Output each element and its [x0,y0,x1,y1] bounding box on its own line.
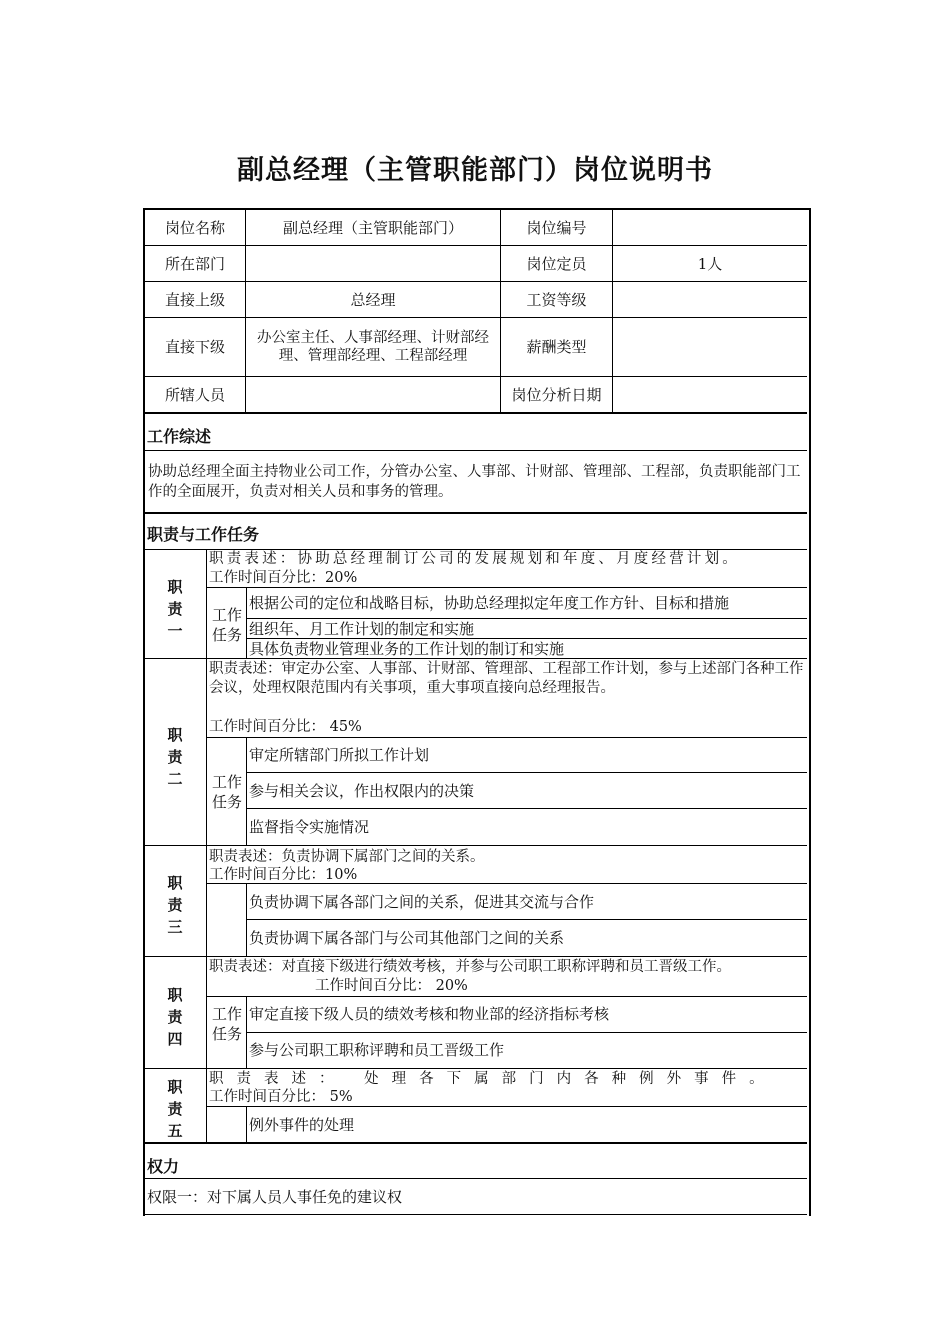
duties-heading: 职责与工作任务 [147,525,260,544]
duty-1-task-1: 根据公司的定位和战略目标，协助总经理拟定年度工作方针、目标和措施 [249,594,730,612]
analysis-date-value [613,377,807,413]
duty-2-task-1: 审定所辖部门所拟工作计划 [249,746,430,764]
analysis-date-label: 岗位分析日期 [511,386,602,404]
duty-1-label: 职 责 一 [167,578,183,640]
page-title: 副总经理（主管职能部门）岗位说明书 [237,155,713,186]
staff-quota-label: 岗位定员 [526,255,587,273]
duty-5-statement: 职责表述： 处理各下属部门内各种例外事件。 [209,1071,777,1087]
duty-3-label: 职 责 三 [167,874,183,936]
superior-label: 直接上级 [164,291,225,309]
job-description-table [143,208,811,1216]
duty-2-task-3: 监督指令实施情况 [249,818,370,836]
post-name-value: 副总经理（主管职能部门） [282,219,463,237]
duty-2-task-label: 工作 任务 [211,773,242,811]
authority-item-1: 权限一：对下属人员人事任免的建议权 [147,1188,403,1206]
salary-type-label: 薪酬类型 [526,338,587,356]
duty-3-task-1: 负责协调下属各部门之间的关系，促进其交流与合作 [249,893,595,911]
duty-2-label: 职 责 二 [167,726,183,788]
wage-grade-value [613,282,807,318]
duty-5-task-1: 例外事件的处理 [249,1116,355,1134]
staff-value [246,377,500,413]
duty-4-task-2: 参与公司职工职称评聘和员工晋级工作 [249,1041,505,1059]
duty-3-statement: 职责表述：负责协调下属部门之间的关系。 [209,849,485,865]
duty-4-task-label: 工作 任务 [211,1005,242,1043]
duty-1-task-label: 工作 任务 [211,606,242,644]
duty-1-task-2: 组织年、月工作计划的制定和实施 [249,620,475,638]
duty-5-percent: 工作时间百分比： 5% [209,1089,353,1105]
duty-3-percent: 工作时间百分比：10% [209,867,358,883]
post-name-label: 岗位名称 [164,219,225,237]
post-no-label: 岗位编号 [526,219,587,237]
duty-1-percent: 工作时间百分比：20% [209,570,358,586]
post-no-value [613,210,807,246]
duty-1-statement: 职责表述：协助总经理制订公司的发展规划和年度、月度经营计划。 [209,551,740,567]
dept-value [246,246,500,282]
duty-3-task-2: 负责协调下属各部门与公司其他部门之间的关系 [249,929,565,947]
subordinate-label: 直接下级 [164,338,225,356]
duty-4-task-1: 审定直接下级人员的绩效考核和物业部的经济指标考核 [249,1005,610,1023]
staff-quota-value: 1人 [697,255,723,273]
subordinate-value: 办公室主任、人事部经理、计财部经理、管理部经理、工程部经理 [257,330,489,364]
duty-2-percent: 工作时间百分比： 45% [209,719,362,735]
salary-type-value [613,318,807,376]
dept-label: 所在部门 [164,255,225,273]
duty-1-task-3: 具体负责物业管理业务的工作计划的制订和实施 [249,640,565,658]
wage-grade-label: 工资等级 [526,291,587,309]
summary-text: 协助总经理全面主持物业公司工作，分管办公室、人事部、计财部、管理部、工程部，负责职能部门工作的全面展开，负责对相关人员和事务的管理。 [148,464,801,500]
duty-5-label: 职 责 五 [167,1078,183,1140]
duty-2-task-2: 参与相关会议，作出权限内的决策 [249,782,475,800]
authority-heading: 权力 [147,1157,180,1176]
duty-4-statement: 职责表述：对直接下级进行绩效考核，并参与公司职工职称评聘和员工晋级工作。 [209,959,731,975]
duty-2-statement: 职责表述：审定办公室、人事部、计财部、管理部、工程部工作计划，参与上述部门各种工作会议，处理权限范围内有关事项，重大事项直接向总经理报告。 [209,661,804,696]
duty-4-percent: 工作时间百分比： 20% [315,978,468,994]
summary-heading: 工作综述 [147,427,212,446]
superior-value: 总经理 [350,291,396,309]
staff-label: 所辖人员 [164,386,225,404]
duty-4-label: 职 责 四 [167,986,183,1048]
